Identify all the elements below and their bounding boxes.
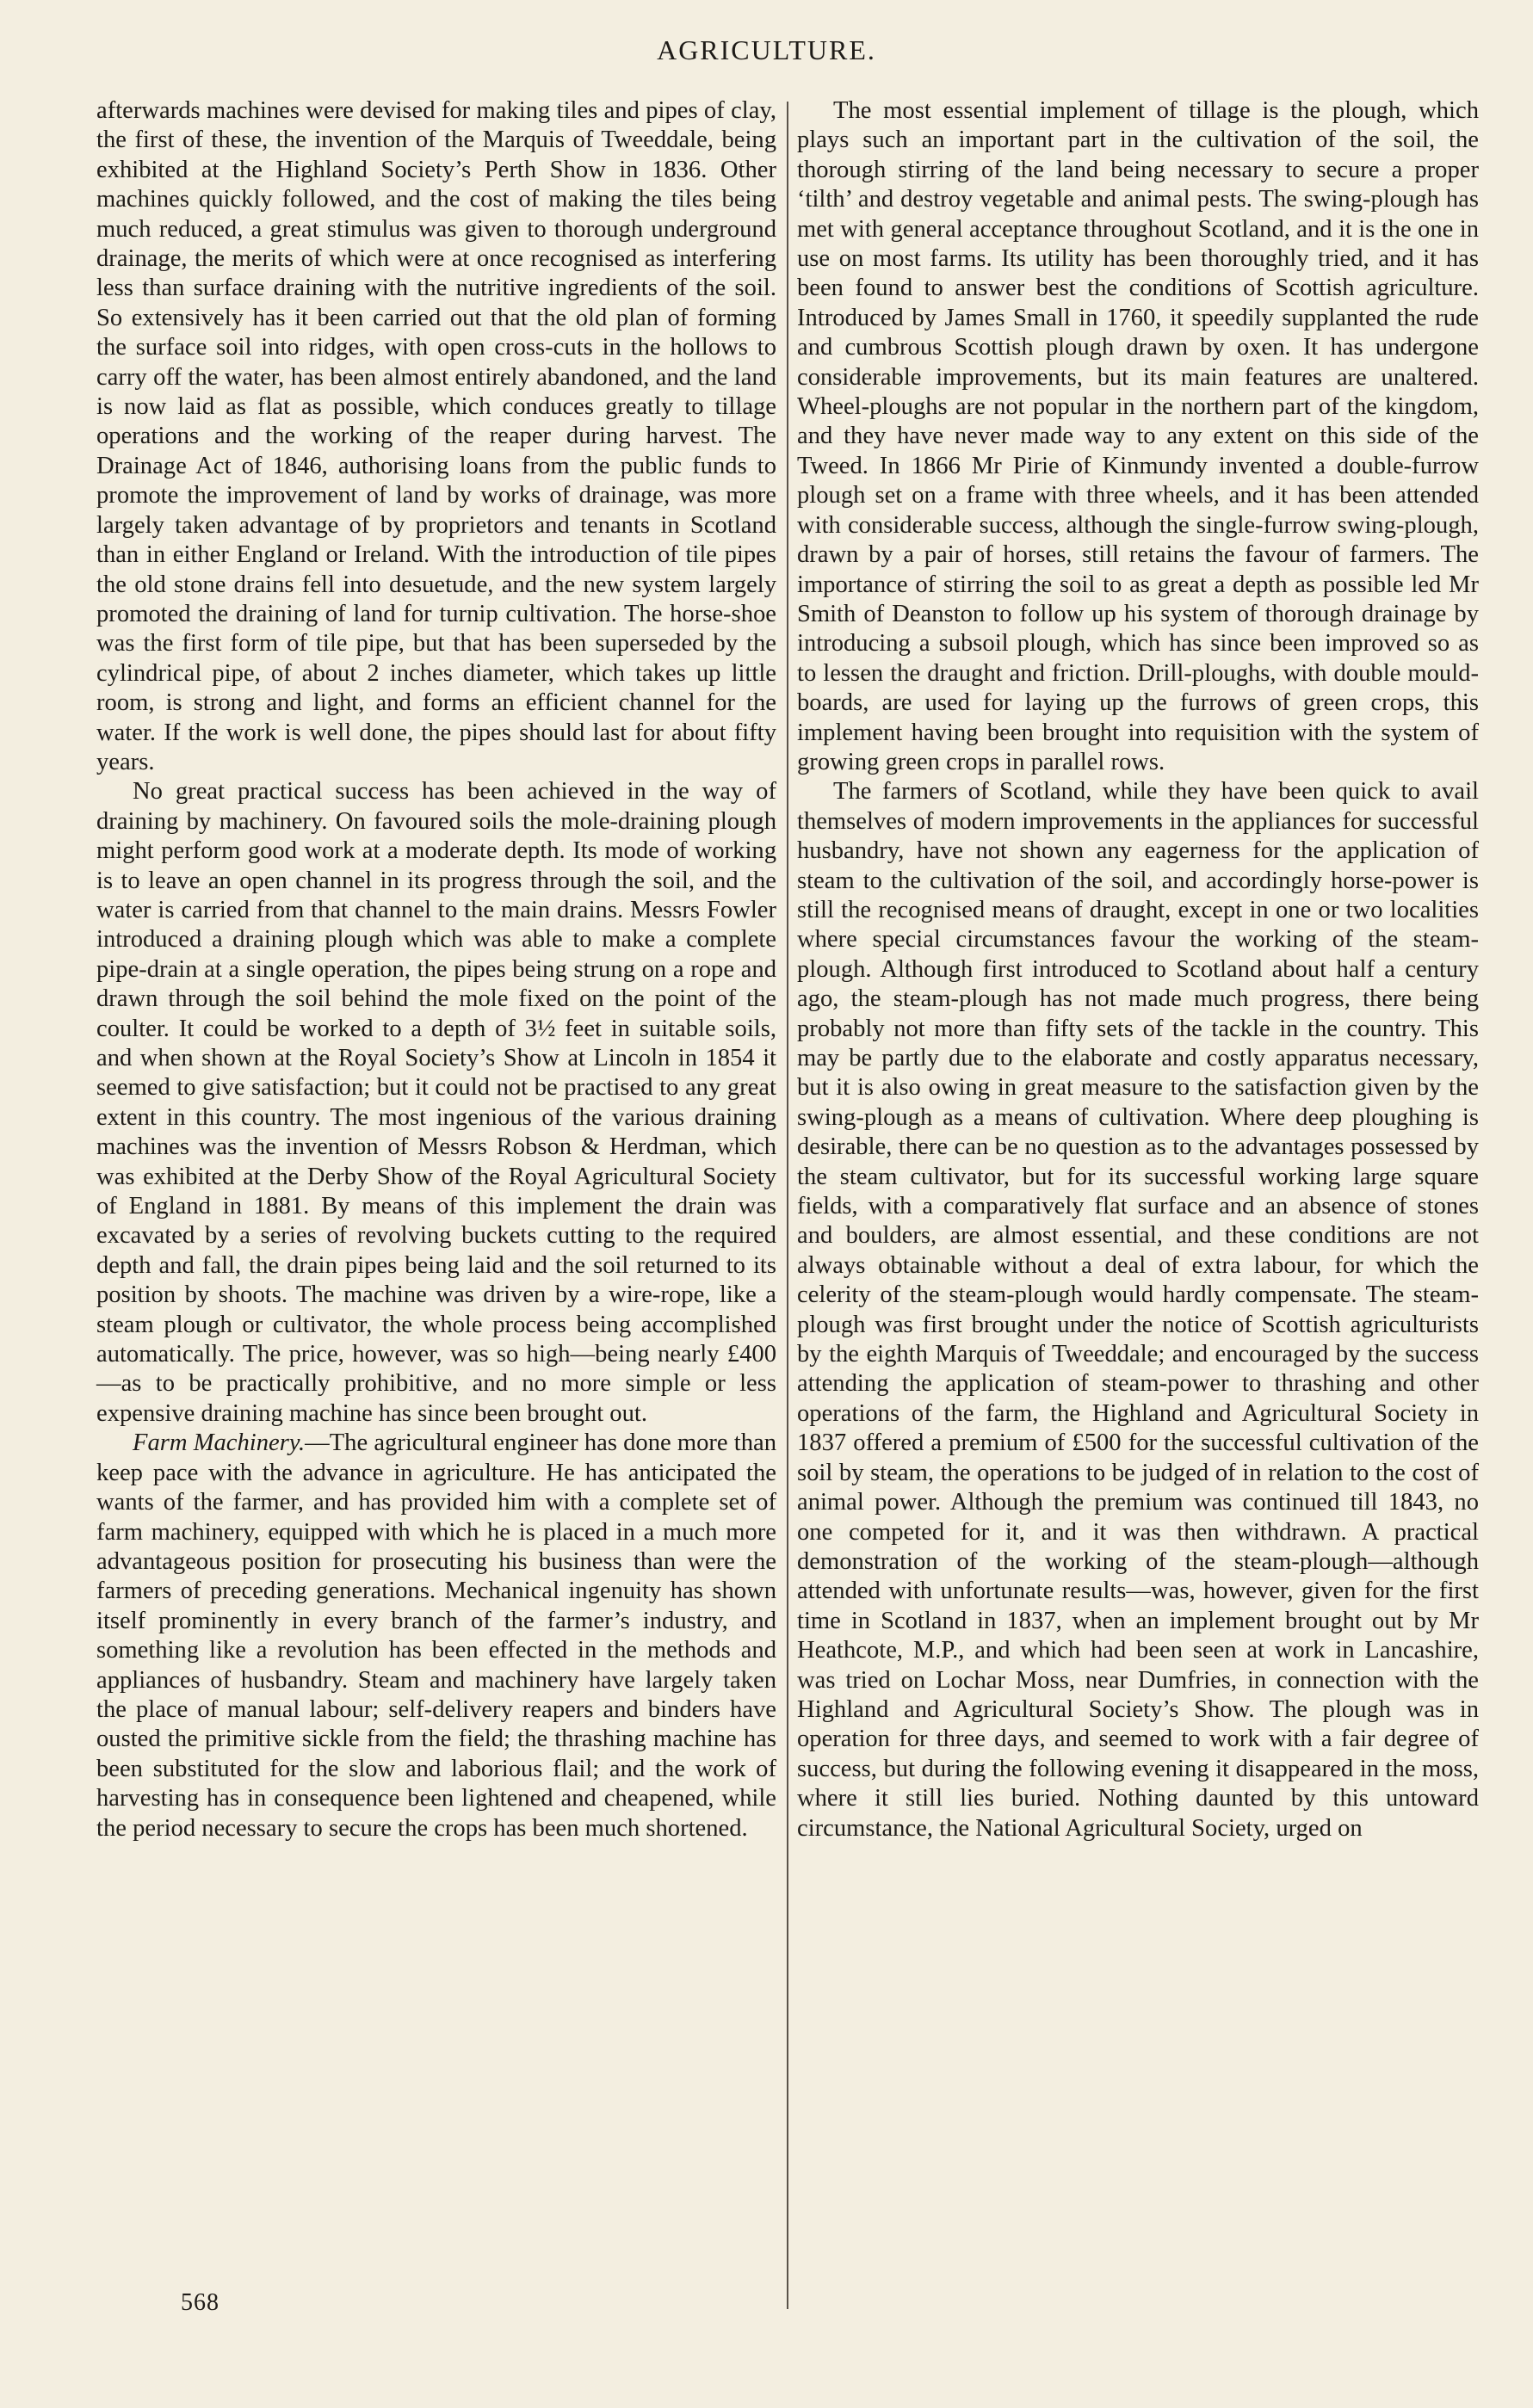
column-divider xyxy=(787,102,788,2309)
right-column xyxy=(797,96,1479,1843)
section-heading-farm-machinery: Farm Machinery. xyxy=(133,1429,306,1457)
running-title: AGRICULTURE. xyxy=(657,34,876,65)
page-number: 568 xyxy=(181,2289,219,2316)
right-paragraph-2: The farmers of Scotland, while they have been quick to avail themselves of modern improvements in the appliances for successful husbandry, have not shown any eagerness for the application of steam to the cultivation of the soil, and accordingly horse-power is still the recognised means of draught, except in one or two localities where special circumstances favour the working of the steam-plough. Although first introduced to Scotland about half a century ago, the steam-plough has not made much progress, there being probably not more than fifty sets of the tackle in the country. This may be partly due to the elaborate and costly apparatus necessary, but it is also owing in great measure to the satisfaction given by the swing-plough as a means of cultivation. Where deep ploughing is desirable, there can be no question as to the advantages possessed by the steam cultivator, but for its successful working large square fields, with a comparatively flat surface and an absence of stones and boulders, are almost essential, and these conditions are not always obtainable without a deal of extra labour, for which the celerity of the steam-plough would hardly compensate. The steam-plough was first brought under the notice of Scottish agriculturists by the eighth Marquis of Tweeddale; and encouraged by the success attending the application of steam-power to thrashing and other operations of the farm, the Highland and Agricultural Society in 1837 offered a premium of £500 for the successful cultivation of the soil by steam, the operations to be judged of in relation to the cost of animal power. Although the premium was continued till 1843, no one competed for it, and it was then withdrawn. A practical demonstration of the working of the steam-plough—although attended with unfortunate results—was, however, given for the first time in Scotland in 1837, when an implement brought out by Mr Heathcote, M.P., and which had been seen at work in Lancashire, was tried on Lochar Moss, near Dumfries, in connection with the Highland and Agricultural Society’s Show. The plough was in operation for three days, and seemed to work with a fair degree of success, but during the following evening it disappeared in the moss, where it still lies buried. Nothing daunted by this untoward circumstance, the National Agricultural Society, urged on xyxy=(797,778,1479,1842)
right-paragraph-1: The most essential implement of tillage is the plough, which plays such an important part in the cultivation of the soil, the thorough stirring of the land being necessary to secure a proper ‘tilth’ and destroy vegetable and animal pests. The swing-plough has met with general acceptance throughout Scotland, and it is the one in use on most farms. Its utility has been thoroughly tried, and it has been found to answer best the conditions of Scottish agriculture. Introduced by James Small in 1760, it speedily supplanted the rude and cumbrous Scottish plough drawn by oxen. It has undergone considerable improvements, but its main features are unaltered. Wheel-ploughs are not popular in the northern part of the kingdom, and they have never made way to any extent on this side of the Tweed. In 1866 Mr Pirie of Kinmundy invented a double-furrow plough set on a frame with three wheels, and it has been attended with considerable success, although the single-furrow swing-plough, drawn by a pair of horses, still retains the favour of farmers. The importance of stirring the soil to as great a depth as possible led Mr Smith of Deanston to follow up his system of thorough drainage by introducing a subsoil plough, which has since been improved so as to lessen the draught and friction. Drill-ploughs, with double mould-boards, are used for laying up the furrows of green crops, this implement having been brought into requisition with the system of growing green crops in parallel rows. xyxy=(797,97,1479,775)
left-paragraph-3 xyxy=(96,1429,776,1843)
left-paragraph-3-text: —The agricultural engineer has done more than keep pace with the advance in agriculture. He has anticipated the wants of the farmer, and has provided him with a complete set of farm machinery, equipped with which he is placed in a much more advantageous position for prosecuting his business than were the farmers of preceding generations. Mechanical ingenuity has shown itself prominently in every branch of the farmer’s industry, and something like a revolution has been effected in the methods and appliances of husbandry. Steam and machinery have largely taken the place of manual labour; self-delivery reapers and binders have ousted the primitive sickle from the field; the thrashing machine has been substituted for the slow and laborious flail; and the work of harvesting has in consequence been lightened and cheapened, while the period necessary to secure the crops has been much shortened. xyxy=(96,1429,776,1842)
left-paragraph-1: afterwards machines were devised for making tiles and pipes of clay, the first of these, the invention of the Marquis of Tweeddale, being exhibited at the Highland Society’s Perth Show in 1836. Other machines quickly followed, and the cost of making the tiles being much reduced, a great stimulus was given to thorough underground drainage, the merits of which were at once recognised as interfering less than surface draining with the nutritive ingredients of the soil. So extensively has it been carried out that the old plan of forming the surface soil into ridges, with open cross-cuts in the hollows to carry off the water, has been almost entirely abandoned, and the land is now laid as flat as possible, which conduces greatly to tillage operations and the working of the reaper during harvest. The Drainage Act of 1846, authorising loans from the public funds to promote the improvement of land by works of drainage, was more largely taken advantage of by proprietors and tenants in Scotland than in either England or Ireland. With the introduction of tile pipes the old stone drains fell into desuetude, and the new system largely promoted the draining of land for turnip cultivation. The horse-shoe was the first form of tile pipe, but that has been superseded by the cylindrical pipe, of about 2 inches diameter, which takes up little room, is strong and light, and forms an efficient channel for the water. If the work is well done, the pipes should last for about fifty years. xyxy=(96,97,776,775)
left-paragraph-2: No great practical success has been achieved in the way of draining by machinery. On favoured soils the mole-draining plough might perform good work at a moderate depth. Its mode of working is to leave an open channel in its progress through the soil, and the water is carried from that channel to the main drains. Messrs Fowler introduced a draining plough which was able to make a complete pipe-drain at a single operation, the pipes being strung on a rope and drawn through the soil behind the mole fixed on the point of the coulter. It could be worked to a depth of 3½ feet in suitable soils, and when shown at the Royal Society’s Show at Lincoln in 1854 it seemed to give satisfaction; but it could not be practised to any great extent in this country. The most ingenious of the various draining machines was the invention of Messrs Robson & Herdman, which was exhibited at the Derby Show of the Royal Agricultural Society of England in 1881. By means of this implement the drain was excavated by a series of revolving buckets cutting to the required depth and fall, the drain pipes being laid and the soil returned to its position by shoots. The machine was driven by a wire-rope, like a steam plough or cultivator, the whole process being accomplished automatically. The price, however, was so high—being nearly £400—as to be practically prohibitive, and no more simple or less expensive draining machine has since been brought out. xyxy=(96,778,776,1427)
left-column xyxy=(96,96,776,1843)
